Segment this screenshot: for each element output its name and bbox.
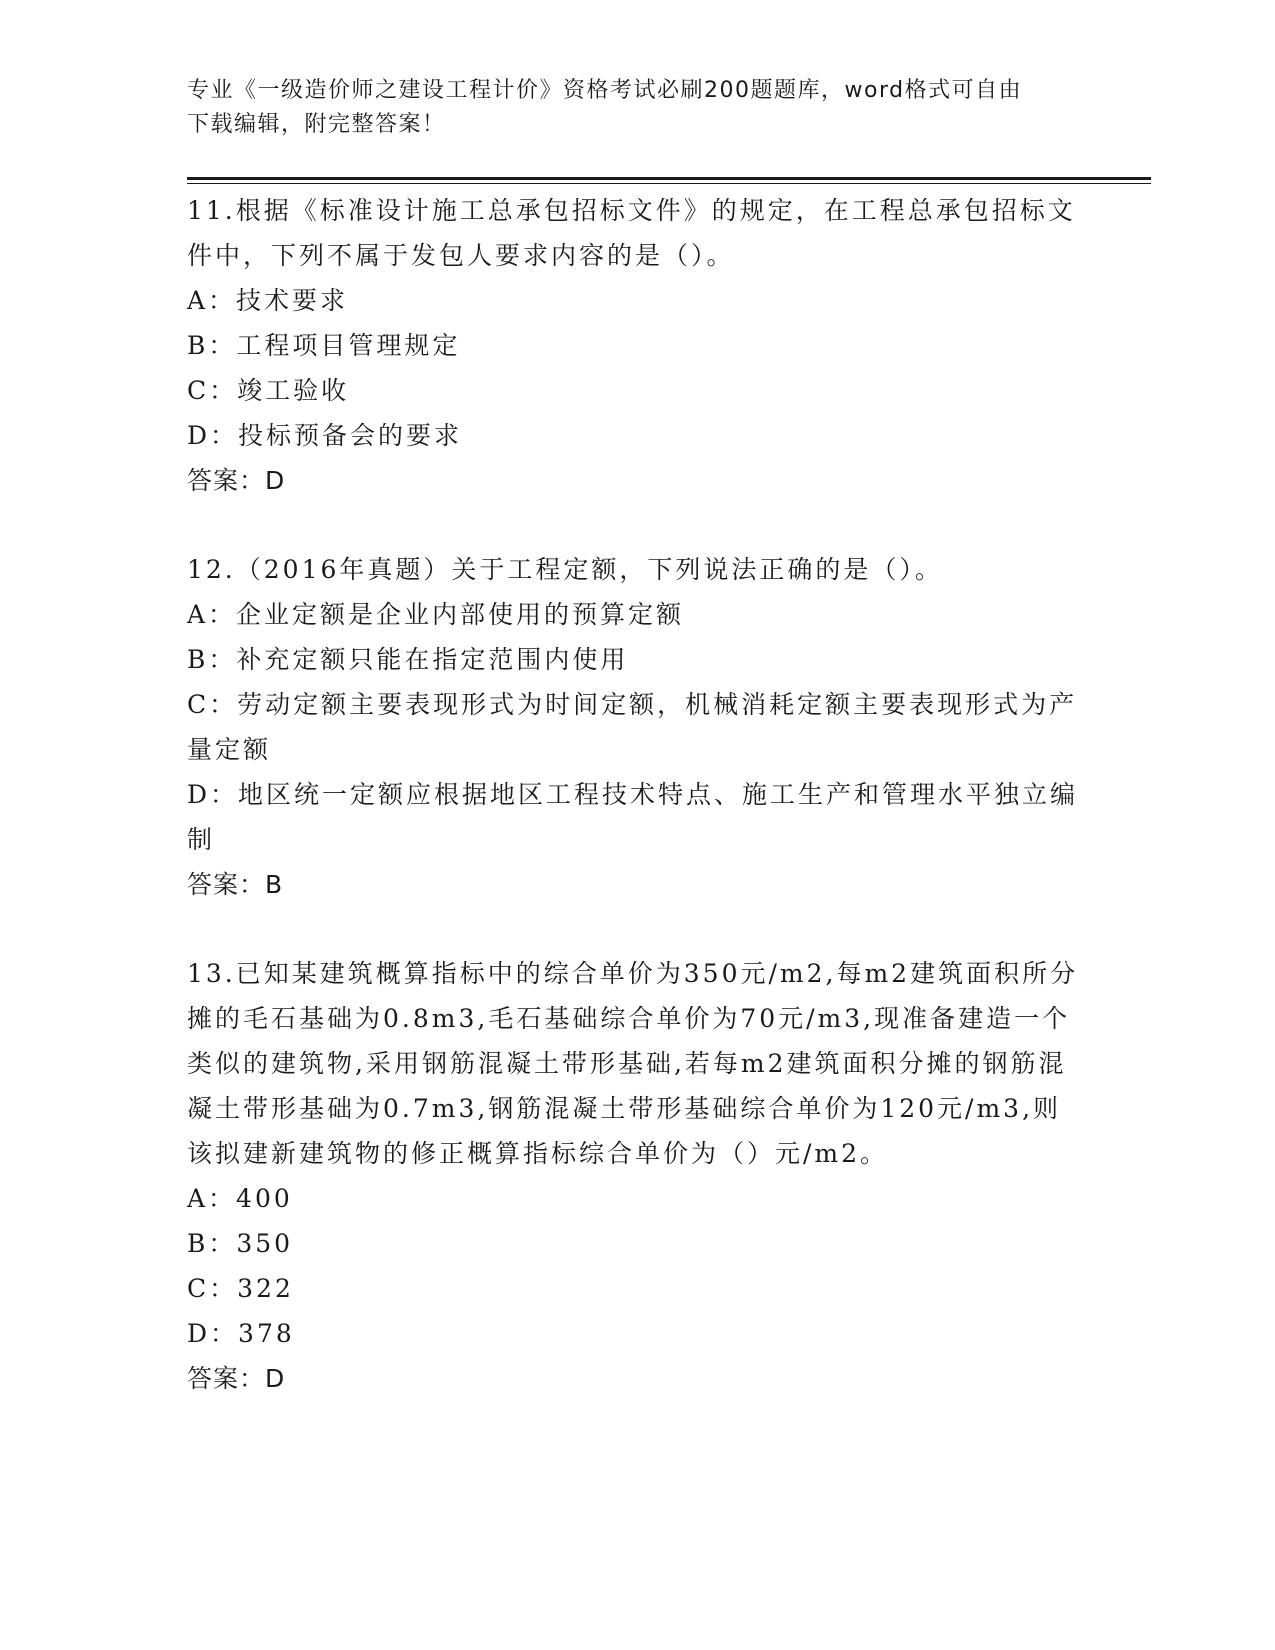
option-b: B：补充定额只能在指定范围内使用 <box>187 645 629 674</box>
option-b: B：350 <box>187 1229 294 1258</box>
answer-line: 答案：D <box>187 466 286 495</box>
option-b: B：工程项目管理规定 <box>187 331 461 360</box>
option-d: D：地区统一定额应根据地区工程技术特点、施工生产和管理水平独立编制 <box>187 780 1079 854</box>
option-d: D：投标预备会的要求 <box>187 421 463 450</box>
header-line-1: 专业《一级造价师之建设工程计价》资格考试必刷200题题库，word格式可自由 <box>187 78 1023 103</box>
option-a: A：400 <box>187 1184 293 1213</box>
question-text: 12.（2016年真题）关于工程定额，下列说法正确的是（）。 <box>187 555 943 584</box>
header-divider-thick <box>187 177 1151 180</box>
option-d: D：378 <box>187 1319 295 1348</box>
option-c: C：竣工验收 <box>187 376 350 405</box>
question-text: 13.已知某建筑概算指标中的综合单价为350元/m2,每m2建筑面积所分摊的毛石基础为0.8m3,毛石基础综合单价为70元/m3,现准备建造一个类似的建筑物,采用钢筋混凝土带形基础,若每m2建筑面积分摊的钢筋混凝土带形基础为0.7m3,钢筋混凝土带形基础综合单价为120元/m3,则该拟建新建筑物的修正概算指标综合单价为（）元/m2。 <box>187 959 1079 1168</box>
option-c: C：劳动定额主要表现形式为时间定额，机械消耗定额主要表现形式为产量定额 <box>187 690 1078 764</box>
question-text: 11.根据《标准设计施工总承包招标文件》的规定，在工程总承包招标文件中，下列不属于发包人要求内容的是（）。 <box>187 196 1076 270</box>
document-header <box>187 74 1067 142</box>
answer-line: 答案：B <box>187 870 284 899</box>
question-11 <box>187 188 1087 503</box>
question-12 <box>187 547 1087 907</box>
answer-line: 答案：D <box>187 1364 286 1393</box>
question-list <box>187 188 1087 1445</box>
header-line-2: 下载编辑，附完整答案！ <box>187 112 446 137</box>
option-c: C：322 <box>187 1274 294 1303</box>
option-a: A：企业定额是企业内部使用的预算定额 <box>187 600 685 629</box>
option-a: A：技术要求 <box>187 286 349 315</box>
question-13 <box>187 951 1087 1401</box>
header-divider-thin <box>187 183 1151 184</box>
